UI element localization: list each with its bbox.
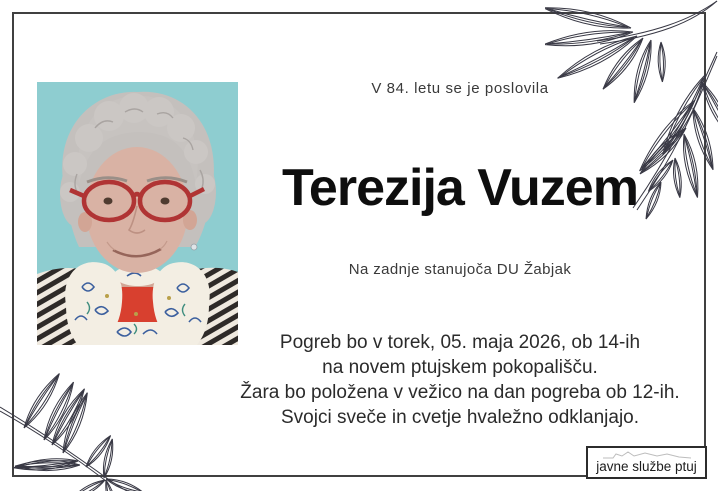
leaf-branch-top-right-icon: [545, 0, 718, 240]
leaf-branch-bottom-left-icon: [0, 373, 150, 496]
intro-line: V 84. letu se je poslovila: [371, 80, 549, 97]
deceased-name: Terezija Vuzem: [282, 159, 638, 217]
logo-text: javne službe ptuj: [596, 458, 697, 474]
javne-sluzbe-ptuj-logo: [586, 446, 707, 479]
portrait-photo: [37, 82, 238, 345]
funeral-line: na novem ptujskem pokopališču.: [322, 357, 598, 378]
residence-line: Na zadnje stanujoča DU Žabjak: [348, 261, 572, 278]
ptuj-skyline-icon: [599, 451, 695, 459]
funeral-line: Pogreb bo v torek, 05. maja 2026, ob 14-ih: [279, 332, 641, 353]
funeral-line: Svojci sveče in cvetje hvaležno odklanjajo.: [280, 407, 640, 428]
portrait-illustration: [37, 82, 238, 345]
funeral-line: Žara bo položena v vežico na dan pogreba ob 12-ih.: [240, 382, 680, 403]
funeral-details: [210, 330, 710, 430]
